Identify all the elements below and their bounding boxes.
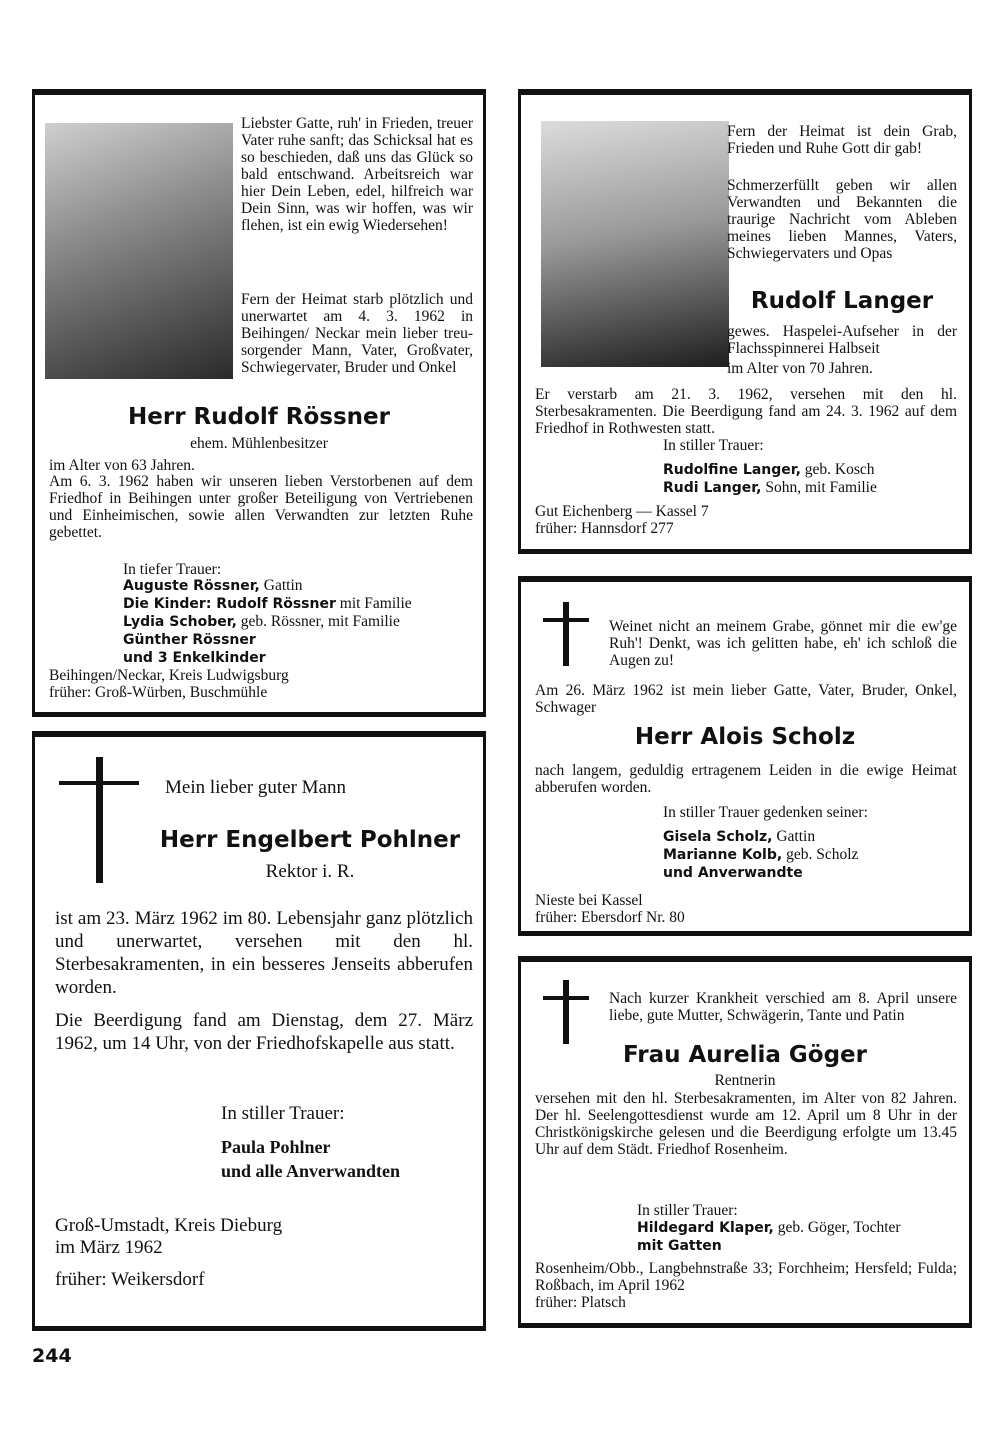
former-home: früher: Hannsdorf 277 xyxy=(535,520,674,537)
mourning-heading: In stiller Trauer: xyxy=(221,1103,345,1124)
place-text: Groß-Umstadt, Kreis Dieburg xyxy=(55,1215,283,1236)
burial-text: Am 6. 3. 1962 haben wir unseren lieben Verstorbenen auf dem Friedhof in Beihingen unter großer Beteiligung von Vertriebenen und Einheimischen, sowie allen Verwandten zur letzten Ruhe gebettet. xyxy=(49,473,473,541)
place-text: Gut Eichenberg — Kassel 7 xyxy=(535,503,709,520)
death-text: nach langem, geduldig ertragenem Leiden in die ewige Heimat abberufen worden. xyxy=(535,762,957,796)
deceased-name: Herr Engelbert Pohlner xyxy=(159,827,461,853)
verse-text: Liebster Gatte, ruh' in Frieden, treuer Vater ruhe sanft; das Schicksal hat es so beschieden, daß uns das Glück so bald entschwand. Arbeitsreich war hier Dein Leben, edel, hilfreich war Dein Sinn, was wir hoffen, was wir flehen, ist ein ewig Wiedersehen! xyxy=(241,115,473,234)
former-home: früher: Groß-Würben, Buschmühle xyxy=(49,684,268,701)
intro-text: Fern der Heimat starb plötzlich und unerwartet am 4. 3. 1962 in Beihingen/ Neckar mein lieber treu-sorgender Mann, Vater, Großvater, Schwiegervater, Bruder und Onkel xyxy=(241,291,473,376)
intro-text: Schmerzerfüllt geben wir allen Verwandten und Bekannten die traurige Nachricht vom Ableben meines lieben Mannes, Vaters, Schwiegervaters und Opas xyxy=(727,177,957,262)
mourner-1-relation: Gattin xyxy=(772,828,816,845)
place-text: Nieste bei Kassel xyxy=(535,892,643,909)
cross-icon xyxy=(59,757,139,883)
mourner-5: und 3 Enkelkinder xyxy=(123,650,266,666)
mourner-3: Lydia Schober, xyxy=(123,614,237,630)
mourner-2: mit Gatten xyxy=(637,1238,722,1254)
notice-langer xyxy=(518,89,972,554)
mourner-2-relation: mit Familie xyxy=(335,595,412,612)
mourner-2-relation: geb. Scholz xyxy=(782,846,859,863)
former-home: früher: Platsch xyxy=(535,1294,626,1311)
deceased-title: gewes. Haspelei-Aufseher in der Flachsspinnerei Halbseit xyxy=(727,323,957,357)
date-text: im März 1962 xyxy=(55,1237,163,1258)
cross-icon xyxy=(543,602,589,666)
mourner-1: Hildegard Klaper, xyxy=(637,1220,774,1236)
verse-text: Fern der Heimat ist dein Grab, Frieden und Ruhe Gott dir gab! xyxy=(727,123,957,157)
former-home: früher: Weikersdorf xyxy=(55,1269,205,1290)
death-text: Er verstarb am 21. 3. 1962, versehen mit den hl. Sterbesakramenten. Die Beerdigung fand am 24. 3. 1962 auf dem Friedhof in Rothwesten statt. xyxy=(535,386,957,437)
mourner-1: Rudolfine Langer, xyxy=(663,462,801,478)
death-text: ist am 23. März 1962 im 80. Lebensjahr ganz plötzlich und unerwartet, versehen mit den hl. Sterbesakramenten, in ein besseres Jenseits abberufen worden. xyxy=(55,908,473,998)
notice-scholz xyxy=(518,576,972,936)
deceased-title: Rentnerin xyxy=(714,1072,776,1089)
age-text: im Alter von 63 Jahren. xyxy=(49,457,195,474)
mourner-2: Die Kinder: Rudolf Rössner xyxy=(123,596,336,612)
mourning-heading: In tiefer Trauer: xyxy=(123,561,222,578)
notice-pohlner xyxy=(32,731,486,1331)
notice-roessner xyxy=(32,89,486,717)
mourner-1: Paula Pohlner xyxy=(221,1137,331,1157)
mourner-3: und Anverwandte xyxy=(663,865,803,881)
page-number: 244 xyxy=(32,1345,72,1367)
intro-text: Am 26. März 1962 ist mein lieber Gatte, Vater, Bruder, Onkel, Schwager xyxy=(535,682,957,716)
mourning-heading: In stiller Trauer: xyxy=(637,1202,738,1219)
place-text: Beihingen/Neckar, Kreis Ludwigsburg xyxy=(49,667,289,684)
deceased-title: ehem. Mühlenbesitzer xyxy=(190,435,328,452)
place-text: Rosenheim/Obb., Langbehnstraße 33; Forchheim; Hersfeld; Fulda; Roßbach, im April 1962 xyxy=(535,1260,957,1294)
deceased-name: Rudolf Langer xyxy=(750,288,934,314)
portrait-photo xyxy=(541,121,729,367)
mourners-list xyxy=(663,828,963,882)
intro-text: Nach kurzer Krankheit verschied am 8. April unsere liebe, gute Mutter, Schwägerin, Tante und Patin xyxy=(609,990,957,1024)
mourner-1: Auguste Rössner, xyxy=(123,578,260,594)
mourning-heading: In stiller Trauer gedenken seiner: xyxy=(663,804,868,821)
mourner-4: Günther Rössner xyxy=(123,632,256,648)
mourners-list xyxy=(663,461,963,497)
former-home: früher: Ebersdorf Nr. 80 xyxy=(535,909,685,926)
mourner-1: Gisela Scholz, xyxy=(663,829,773,845)
mourner-2: und alle Anverwandten xyxy=(221,1161,401,1181)
mourners-list xyxy=(123,577,473,667)
mourner-1-relation: geb. Kosch xyxy=(800,461,875,478)
cross-icon xyxy=(543,980,589,1044)
mourner-2-relation: Sohn, mit Familie xyxy=(761,479,877,496)
deceased-name: Herr Alois Scholz xyxy=(634,724,856,750)
details-text: versehen mit den hl. Sterbesakramenten, im Alter von 82 Jahren. Der hl. Seelengottesdienst wurde am 12. April um 8 Uhr in der Christkönigskirche gelesen und die Beerdigung erfolgte um 13.45 Uhr auf dem Städt. Friedhof Rosenheim. xyxy=(535,1090,957,1158)
intro-text: Mein lieber guter Mann xyxy=(165,777,346,798)
mourner-2: Rudi Langer, xyxy=(663,480,762,496)
mourner-1-relation: Gattin xyxy=(259,577,303,594)
mourner-3-relation: geb. Rössner, mit Familie xyxy=(236,613,400,630)
age-text: im Alter von 70 Jahren. xyxy=(727,360,873,377)
mourner-2: Marianne Kolb, xyxy=(663,847,783,863)
deceased-name: Herr Rudolf Rössner xyxy=(128,404,390,430)
deceased-title: Rektor i. R. xyxy=(265,861,355,882)
mourners-list xyxy=(637,1219,967,1255)
funeral-text: Die Beerdigung fand am Dienstag, dem 27. März 1962, um 14 Uhr, von der Friedhofskapelle aus statt. xyxy=(55,1010,473,1054)
mourner-1-relation: geb. Göger, Tochter xyxy=(773,1219,901,1236)
mourning-heading: In stiller Trauer: xyxy=(663,437,764,454)
notice-goeger xyxy=(518,956,972,1328)
portrait-photo xyxy=(45,123,233,379)
verse-text: Weinet nicht an meinem Grabe, gönnet mir die ew'ge Ruh'! Denkt, was ich gelitten habe, eh' ich schloß die Augen zu! xyxy=(609,618,957,669)
deceased-name: Frau Aurelia Göger xyxy=(623,1042,867,1068)
